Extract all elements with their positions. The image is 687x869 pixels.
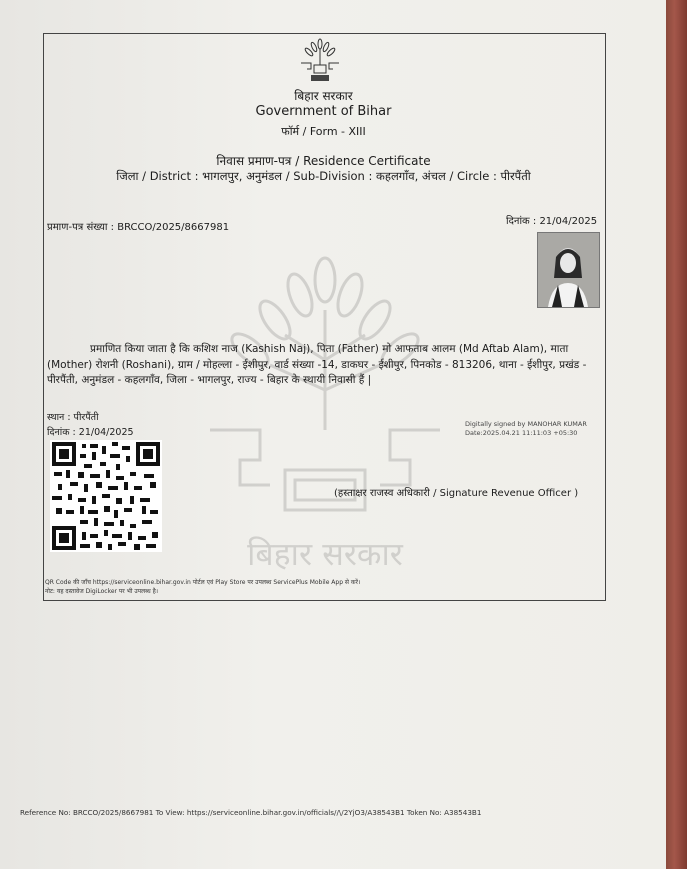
- bihar-emblem-watermark: [190, 240, 460, 580]
- location-line: जिला / District : भागलपुर, अनुमंडल / Sub-Division : कहलगाँव, अंचल / Circle : पीरपैंती: [116, 169, 531, 183]
- background-edge: [666, 0, 687, 869]
- body-line-2: (Mother) रोशनी (Roshani), ग्राम / मोहल्ला - ईशीपुर, वार्ड संख्या -14, डाकघर - ईशीपुर, पिनकोड - 813206, थाना - ईशीपुर, प्रखंड -: [47, 359, 587, 371]
- bihar-emblem-logo: [296, 37, 344, 83]
- digilocker-note: नोट: यह दस्तावेज DigiLocker पर भी उपलब्ध है।: [45, 588, 159, 595]
- qr-note: QR Code की जाँच https://serviceonline.bihar.gov.in पोर्टल एवं Play Store पर उपलब्ध ServicePlus Mobile App से करें।: [45, 579, 361, 586]
- body-line-3: पीरपैंती, अनुमंडल - कहलगाँव, जिला - भागलपुर, राज्य - बिहार के स्थायी निवासी हैं |: [47, 374, 372, 386]
- digital-signature-line-2: Date:2025.04.21 11:11:03 +05:30: [465, 429, 578, 437]
- form-number: फॉर्म / Form - XIII: [281, 125, 366, 138]
- certificate-title: निवास प्रमाण-पत्र / Residence Certificate: [216, 154, 431, 168]
- place: स्थान : पीरपैंती: [47, 412, 99, 423]
- body-line-1: प्रमाणित किया जाता है कि कशिश नाज (Kashish Naj), पिता (Father) मो आफताब आलम (Md Aftab Alam), माता: [90, 343, 569, 355]
- reference-line: Reference No: BRCCO/2025/8667981 To View: https://serviceonline.bihar.gov.in/officials//\/2YjO3/A38543B1 Token No: A38543B1: [20, 808, 482, 817]
- issue-date: दिनांक : 21/04/2025: [506, 216, 598, 227]
- certificate-number: प्रमाण-पत्र संख्या : BRCCO/2025/8667981: [47, 222, 230, 233]
- signature-officer: (हस्ताक्षर राजस्व अधिकारी / Signature Revenue Officer ): [334, 488, 579, 499]
- qr-code: [50, 440, 162, 552]
- svg-text:बिहार सरकार: बिहार सरकार: [247, 535, 403, 573]
- gov-english: Government of Bihar: [255, 104, 392, 119]
- applicant-photo: [537, 232, 600, 308]
- place-date: दिनांक : 21/04/2025: [47, 427, 134, 438]
- digital-signature-line-1: Digitally signed by MANOHAR KUMAR: [465, 420, 587, 428]
- gov-hindi: बिहार सरकार: [294, 89, 353, 103]
